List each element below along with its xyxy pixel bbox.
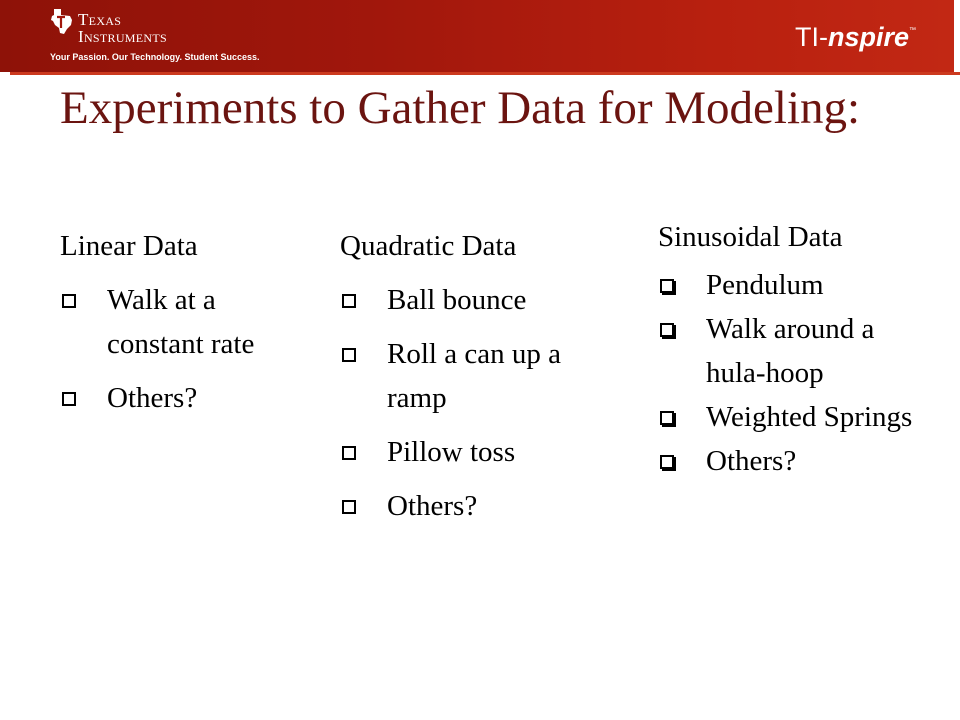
ti-tagline: Your Passion. Our Technology. Student Success. — [50, 52, 260, 62]
square-bullet-icon — [342, 446, 356, 460]
list-item — [658, 395, 918, 439]
list-item — [658, 307, 918, 395]
column-heading: Sinusoidal Data — [658, 221, 843, 253]
square-bullet-icon — [342, 348, 356, 362]
ti-logo — [50, 8, 290, 66]
nspire-logo — [795, 22, 916, 53]
bullet-list — [60, 278, 310, 420]
nspire-trademark: ™ — [909, 27, 916, 34]
square-bullet-icon — [62, 294, 76, 308]
ti-brand-line2: Instruments — [78, 27, 167, 46]
list-item — [340, 484, 600, 528]
list-item-text: Others? — [107, 382, 198, 414]
shadowed-square-bullet-icon — [660, 455, 674, 469]
banner-rule — [10, 72, 960, 75]
list-item — [340, 430, 600, 474]
list-item-text: Walk at a constant rate — [107, 284, 255, 360]
column-heading: Linear Data — [60, 230, 198, 262]
list-item — [658, 439, 918, 483]
column-heading: Quadratic Data — [340, 230, 517, 262]
list-item — [340, 332, 600, 420]
slide-title: Experiments to Gather Data for Modeling: — [60, 82, 861, 134]
column-linear-data — [60, 226, 310, 430]
square-bullet-icon — [62, 392, 76, 406]
nspire-prefix: TI- — [794, 22, 828, 52]
list-item-text: Others? — [387, 490, 478, 522]
list-item — [658, 263, 918, 307]
list-item — [60, 278, 310, 366]
shadowed-square-bullet-icon — [660, 279, 674, 293]
square-bullet-icon — [342, 294, 356, 308]
list-item-text: Pendulum — [706, 269, 824, 301]
list-item — [60, 376, 310, 420]
shadowed-square-bullet-icon — [660, 323, 674, 337]
column-quadratic-data — [340, 226, 600, 538]
shadowed-square-bullet-icon — [660, 411, 674, 425]
list-item-text: Pillow toss — [387, 436, 516, 468]
list-item-text: Weighted Springs — [706, 401, 913, 433]
bullet-list — [340, 278, 600, 528]
ti-brand-name — [78, 11, 167, 45]
square-bullet-icon — [342, 500, 356, 514]
header-banner — [0, 0, 954, 72]
column-sinusoidal-data — [658, 217, 918, 483]
list-item — [340, 278, 600, 322]
list-item-text: Walk around a hula-hoop — [706, 313, 875, 389]
list-item-text: Ball bounce — [387, 284, 527, 316]
ti-brand-line1: Texas — [78, 10, 122, 29]
list-item-text: Others? — [706, 445, 797, 477]
bullet-list — [658, 263, 918, 483]
nspire-name: nspire — [827, 22, 909, 52]
list-item-text: Roll a can up a ramp — [387, 338, 561, 414]
texas-state-icon — [50, 8, 74, 36]
